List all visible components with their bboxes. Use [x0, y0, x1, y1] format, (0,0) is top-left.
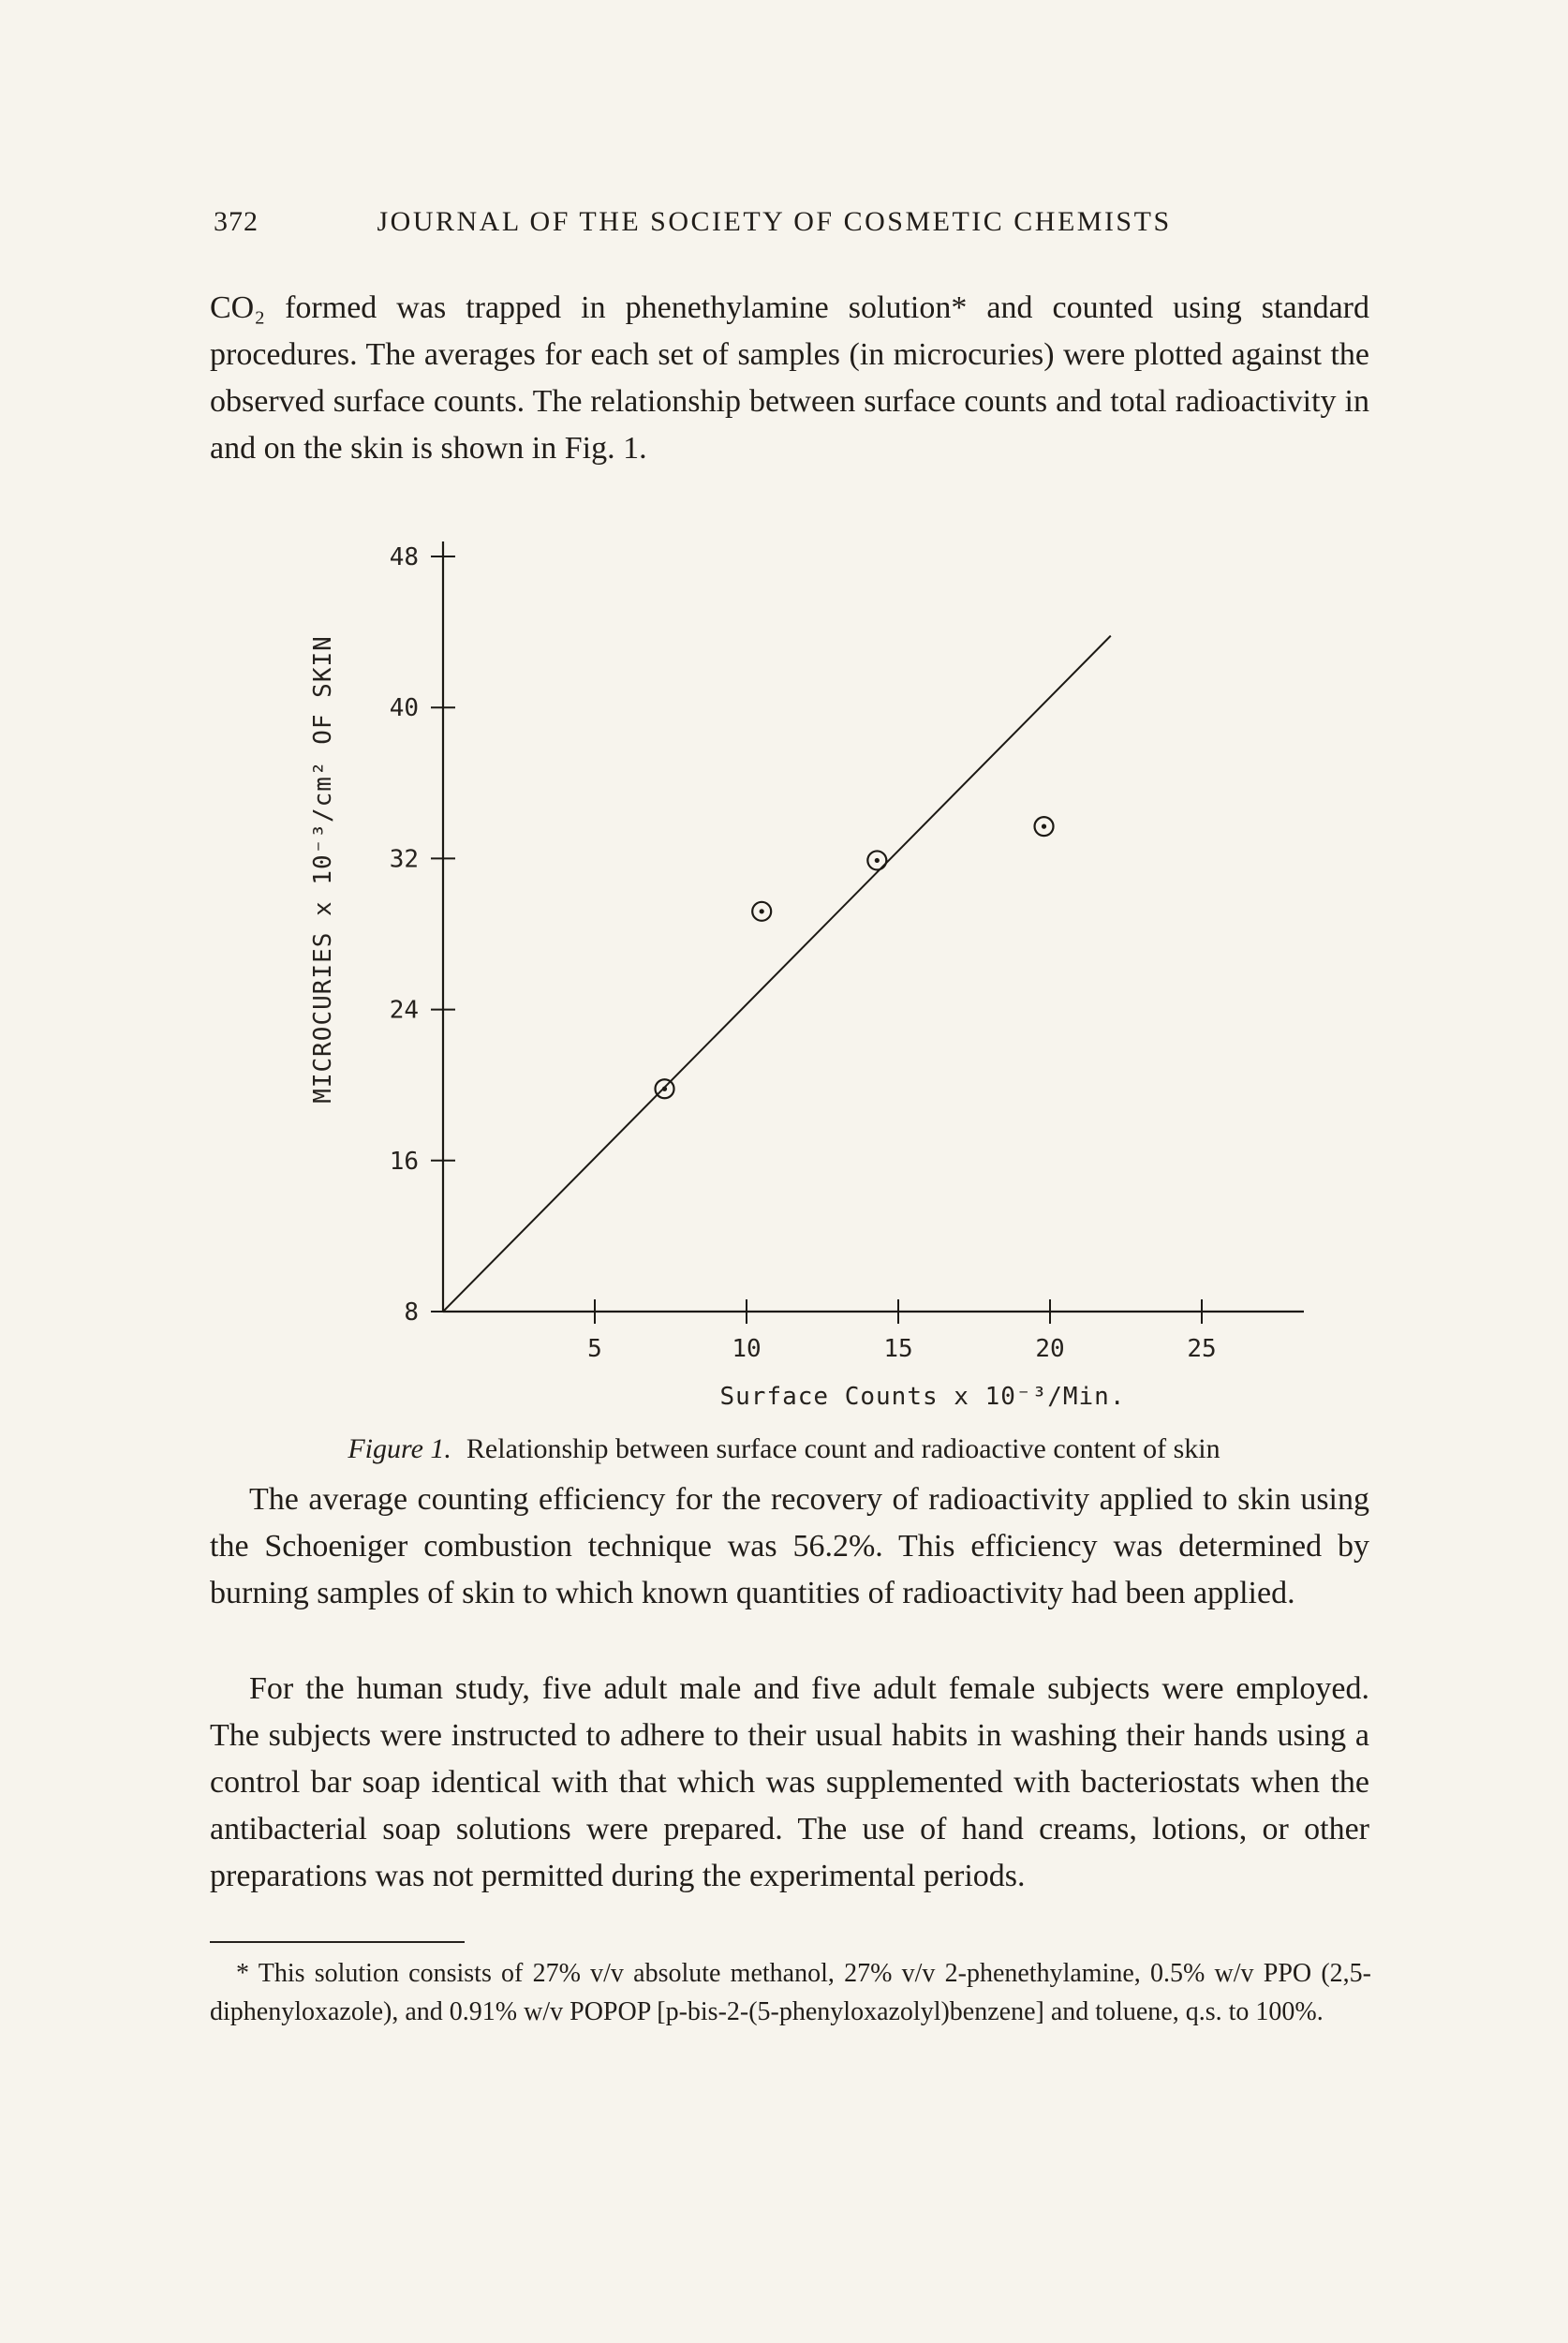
data-point-center: [662, 1087, 667, 1091]
x-tick-label: 5: [587, 1335, 602, 1363]
data-point-center: [1042, 824, 1046, 829]
y-tick-label: 16: [389, 1147, 419, 1176]
figure-caption-label: Figure 1.: [348, 1433, 451, 1464]
fit-line: [443, 636, 1111, 1312]
x-tick-label: 20: [1035, 1335, 1065, 1363]
x-tick-label: 25: [1187, 1335, 1217, 1363]
x-axis-label: Surface Counts x 10⁻³/Min.: [719, 1383, 1126, 1411]
x-tick-label: 10: [732, 1335, 762, 1363]
y-tick-label: 32: [389, 845, 419, 874]
running-head: [214, 206, 1172, 238]
scatter-chart: [0, 506, 1568, 1377]
journal-title: JOURNAL OF THE SOCIETY OF COSMETIC CHEMISTS: [377, 206, 1172, 237]
paragraph-intro: CO₂ formed was trapped in phenethylamine solution* and counted using standard procedures. The averages for each set of samples (in microcuries) were plotted against the observed surface counts. The relationship between surface counts and total radioactivity in and on the skin is shown in Fig. 1.: [210, 290, 1369, 466]
figure-caption-text: Relationship between surface count and radioactive content of skin: [466, 1433, 1220, 1464]
footnote-divider: [210, 1941, 465, 1943]
x-tick-label: 15: [883, 1335, 913, 1363]
y-tick-label: 48: [389, 543, 419, 571]
page-number: 372: [214, 206, 259, 237]
y-axis-label: MICROCURIES x 10⁻³/cm² OF SKIN: [309, 635, 337, 1104]
data-point-center: [760, 909, 764, 913]
data-point-center: [875, 858, 880, 863]
paragraph-efficiency: The average counting efficiency for the recovery of radioactivity applied to skin using the Schoeniger combustion technique was 56.2%. This efficiency was determined by burning samples of skin to which known quantities of radioactivity had been applied.: [210, 1482, 1369, 1610]
y-tick-label: 8: [404, 1298, 419, 1327]
figure-caption: [0, 1433, 1568, 1465]
footnote: * This solution consists of 27% v/v absolute methanol, 27% v/v 2-phenethylamine, 0.5% w/v PPO (2,5-diphenyloxazole), and 0.91% w/v POPOP [p-bis-2-(5-phenyloxazolyl)benzene] and toluene, q.s. to 100%.: [210, 1959, 1371, 2026]
y-tick-label: 24: [389, 996, 419, 1025]
y-tick-label: 40: [389, 694, 419, 723]
paragraph-human-study: For the human study, five adult male and five adult female subjects were employed. The subjects were instructed to adhere to their usual habits in washing their hands using a control bar soap identical with that which was supplemented with bacteriostats when the antibacterial soap solutions were prepared. The use of hand creams, lotions, or other preparations was not permitted during the experimental periods.: [210, 1671, 1369, 1893]
